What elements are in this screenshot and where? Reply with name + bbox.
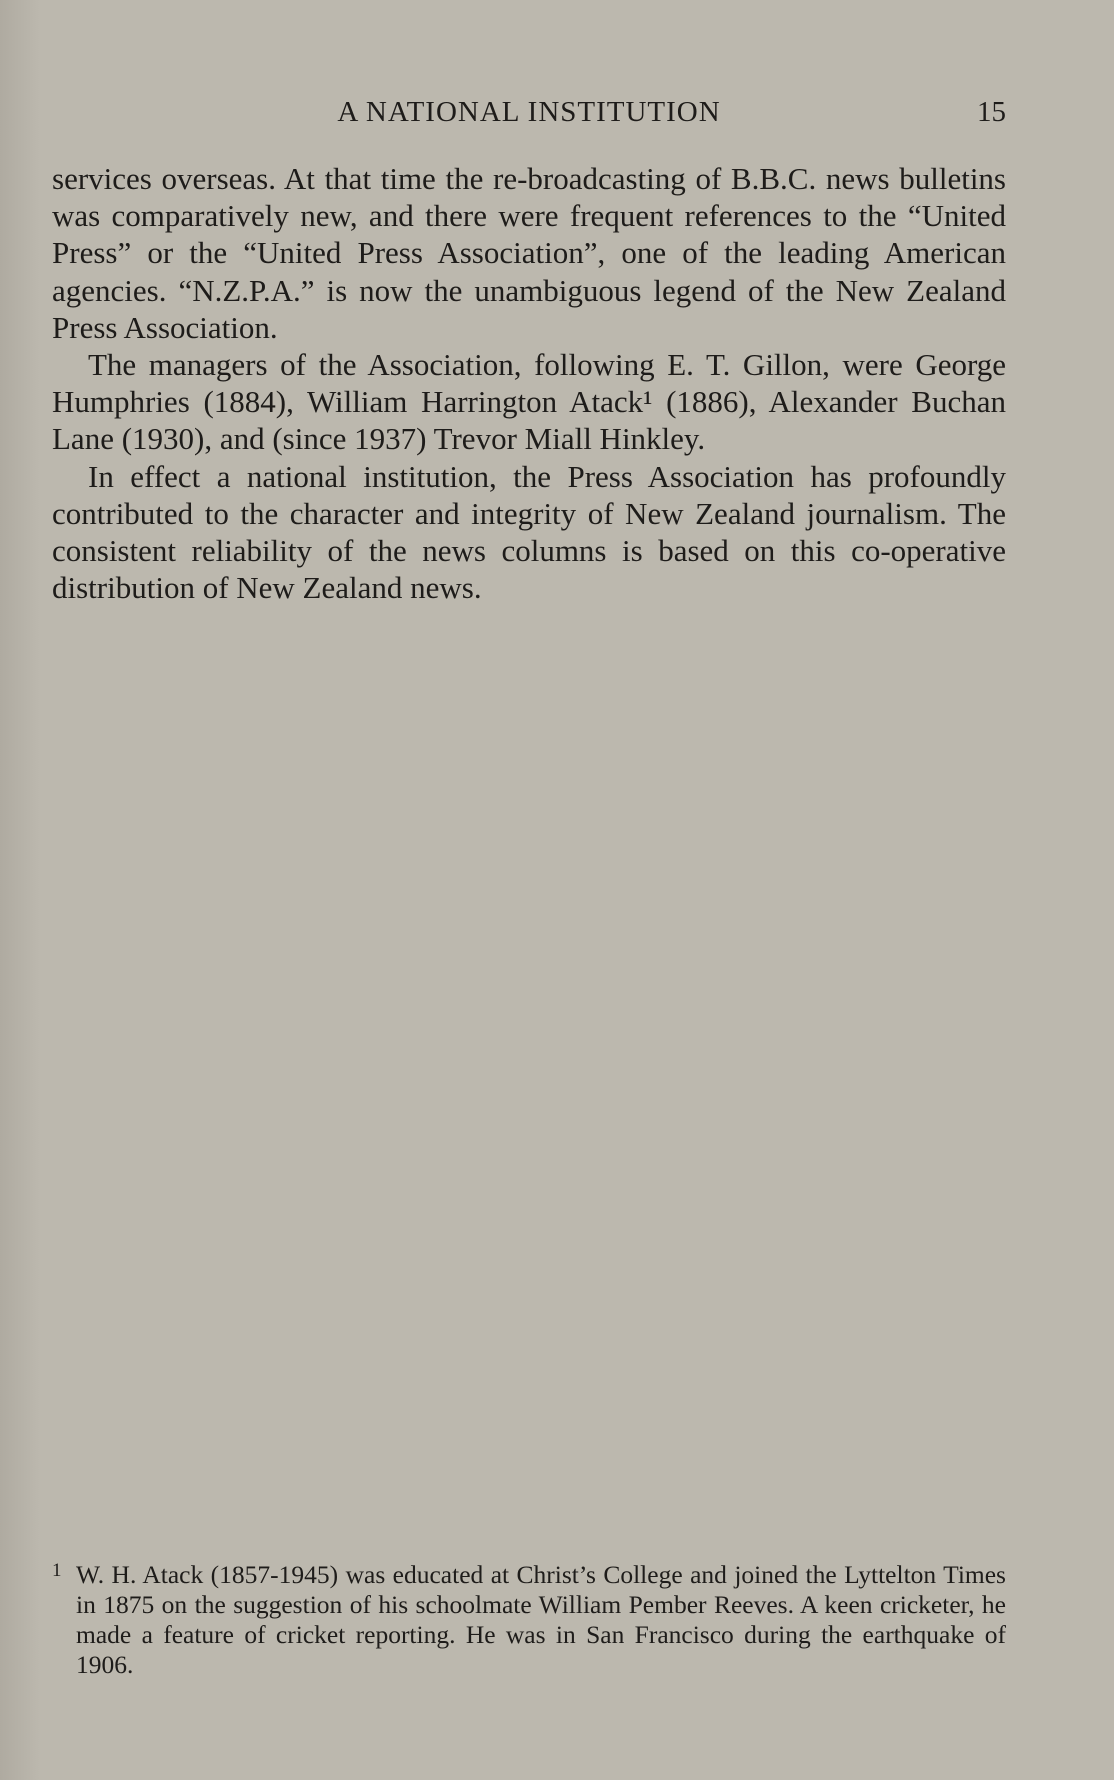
running-title: A NATIONAL INSTITUTION bbox=[337, 96, 721, 128]
page-number: 15 bbox=[977, 96, 1006, 128]
footnote-text: W. H. Atack (1857-1945) was educated at Christ’s College and joined the Lyttelton Times in 1875 on the suggestion of his schoolmate William Pember Reeves. A keen cricketer, he made a feature of cricket reporting. He was in San Francisco during the earthquake of 1906. bbox=[76, 1560, 1006, 1679]
paragraph-managers: The managers of the Association, following E. T. Gillon, were George Humphries (1884), William Harrington Atack¹ (1886), Alexander Buchan Lane (1930), and (since 1937) Trevor Miall Hinkley. bbox=[52, 347, 1006, 457]
running-header bbox=[52, 96, 1006, 136]
footnote bbox=[52, 1560, 1006, 1680]
paragraph-national-institution: In effect a national institution, the Press Association has profoundly contributed to the character and integrity of New Zealand journalism. The consistent reliability of the news columns is based on this co-operative distribution of New Zealand news. bbox=[52, 458, 1006, 606]
footnote-marker: 1 bbox=[52, 1560, 62, 1581]
paragraph-services-overseas: services overseas. At that time the re-broadcasting of B.B.C. news bulletins was comparatively new, and there were frequent references to the “United Press” or the “United Press Association”, one of the leading American agencies. “N.Z.P.A.” is now the unambiguous legend of the New Zealand Press Association. bbox=[52, 161, 1006, 345]
body-text bbox=[52, 160, 1006, 606]
page-edge-shadow bbox=[0, 0, 40, 1780]
